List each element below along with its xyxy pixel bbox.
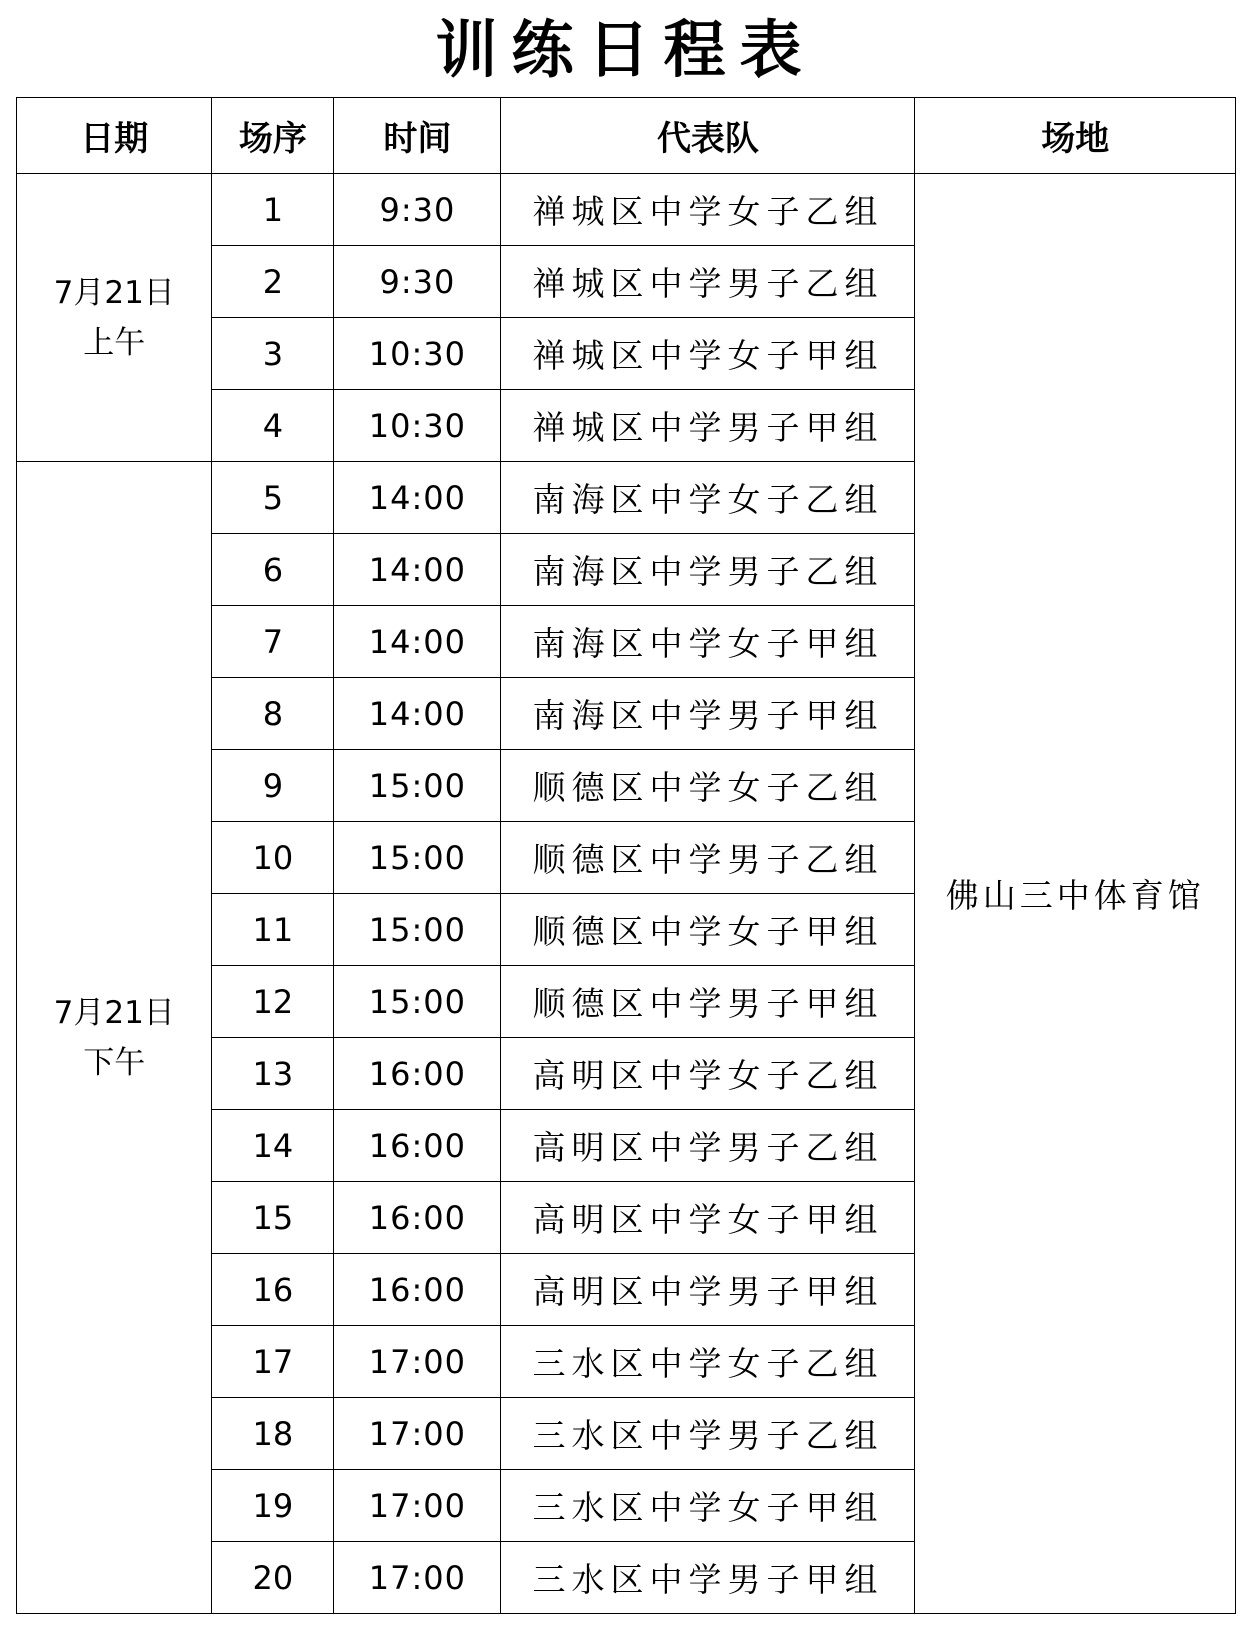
order-cell: 12 — [212, 966, 334, 1038]
team-cell: 南海区中学男子甲组 — [501, 678, 915, 750]
header-row — [17, 98, 1236, 174]
header-time: 时间 — [334, 98, 501, 174]
team-cell: 南海区中学女子甲组 — [501, 606, 915, 678]
venue-cell: 佛山三中体育馆 — [915, 174, 1236, 1614]
table-row — [17, 174, 1236, 246]
date-day: 7月21日 — [53, 994, 175, 1031]
date-period: 上午 — [83, 324, 146, 361]
order-cell: 3 — [212, 318, 334, 390]
order-cell: 17 — [212, 1326, 334, 1398]
team-cell: 三水区中学男子乙组 — [501, 1398, 915, 1470]
time-cell: 15:00 — [334, 966, 501, 1038]
team-cell: 禅城区中学女子甲组 — [501, 318, 915, 390]
order-cell: 14 — [212, 1110, 334, 1182]
order-cell: 10 — [212, 822, 334, 894]
order-cell: 19 — [212, 1470, 334, 1542]
team-cell: 禅城区中学男子甲组 — [501, 390, 915, 462]
order-cell: 13 — [212, 1038, 334, 1110]
date-period: 下午 — [83, 1044, 146, 1081]
order-cell: 18 — [212, 1398, 334, 1470]
team-cell: 三水区中学女子甲组 — [501, 1470, 915, 1542]
order-cell: 20 — [212, 1542, 334, 1614]
header-order: 场序 — [212, 98, 334, 174]
order-cell: 2 — [212, 246, 334, 318]
time-cell: 17:00 — [334, 1398, 501, 1470]
time-cell: 14:00 — [334, 462, 501, 534]
date-cell — [17, 462, 212, 1614]
team-cell: 南海区中学女子乙组 — [501, 462, 915, 534]
time-cell: 16:00 — [334, 1038, 501, 1110]
time-cell: 15:00 — [334, 750, 501, 822]
order-cell: 9 — [212, 750, 334, 822]
schedule-body — [17, 174, 1236, 1614]
header-venue: 场地 — [915, 98, 1236, 174]
order-cell: 16 — [212, 1254, 334, 1326]
page-title: 训练日程表 — [435, 13, 816, 86]
time-cell: 9:30 — [334, 174, 501, 246]
date-day: 7月21日 — [53, 274, 175, 311]
team-cell: 三水区中学男子甲组 — [501, 1542, 915, 1614]
time-cell: 16:00 — [334, 1182, 501, 1254]
time-cell: 10:30 — [334, 318, 501, 390]
team-cell: 顺德区中学男子甲组 — [501, 966, 915, 1038]
time-cell: 16:00 — [334, 1254, 501, 1326]
team-cell: 禅城区中学男子乙组 — [501, 246, 915, 318]
order-cell: 4 — [212, 390, 334, 462]
team-cell: 高明区中学女子甲组 — [501, 1182, 915, 1254]
time-cell: 15:00 — [334, 822, 501, 894]
time-cell: 14:00 — [334, 678, 501, 750]
time-cell: 16:00 — [334, 1110, 501, 1182]
order-cell: 1 — [212, 174, 334, 246]
date-cell — [17, 174, 212, 462]
order-cell: 6 — [212, 534, 334, 606]
time-cell: 9:30 — [334, 246, 501, 318]
time-cell: 17:00 — [334, 1470, 501, 1542]
team-cell: 三水区中学女子乙组 — [501, 1326, 915, 1398]
team-cell: 高明区中学女子乙组 — [501, 1038, 915, 1110]
team-cell: 禅城区中学女子乙组 — [501, 174, 915, 246]
time-cell: 17:00 — [334, 1542, 501, 1614]
time-cell: 14:00 — [334, 534, 501, 606]
order-cell: 7 — [212, 606, 334, 678]
team-cell: 顺德区中学男子乙组 — [501, 822, 915, 894]
team-cell: 南海区中学男子乙组 — [501, 534, 915, 606]
team-cell: 顺德区中学女子甲组 — [501, 894, 915, 966]
order-cell: 5 — [212, 462, 334, 534]
header-date: 日期 — [17, 98, 212, 174]
order-cell: 15 — [212, 1182, 334, 1254]
schedule-table — [16, 97, 1236, 1614]
team-cell: 高明区中学男子乙组 — [501, 1110, 915, 1182]
team-cell: 高明区中学男子甲组 — [501, 1254, 915, 1326]
time-cell: 15:00 — [334, 894, 501, 966]
time-cell: 10:30 — [334, 390, 501, 462]
header-team: 代表队 — [501, 98, 915, 174]
time-cell: 14:00 — [334, 606, 501, 678]
time-cell: 17:00 — [334, 1326, 501, 1398]
order-cell: 11 — [212, 894, 334, 966]
team-cell: 顺德区中学女子乙组 — [501, 750, 915, 822]
order-cell: 8 — [212, 678, 334, 750]
